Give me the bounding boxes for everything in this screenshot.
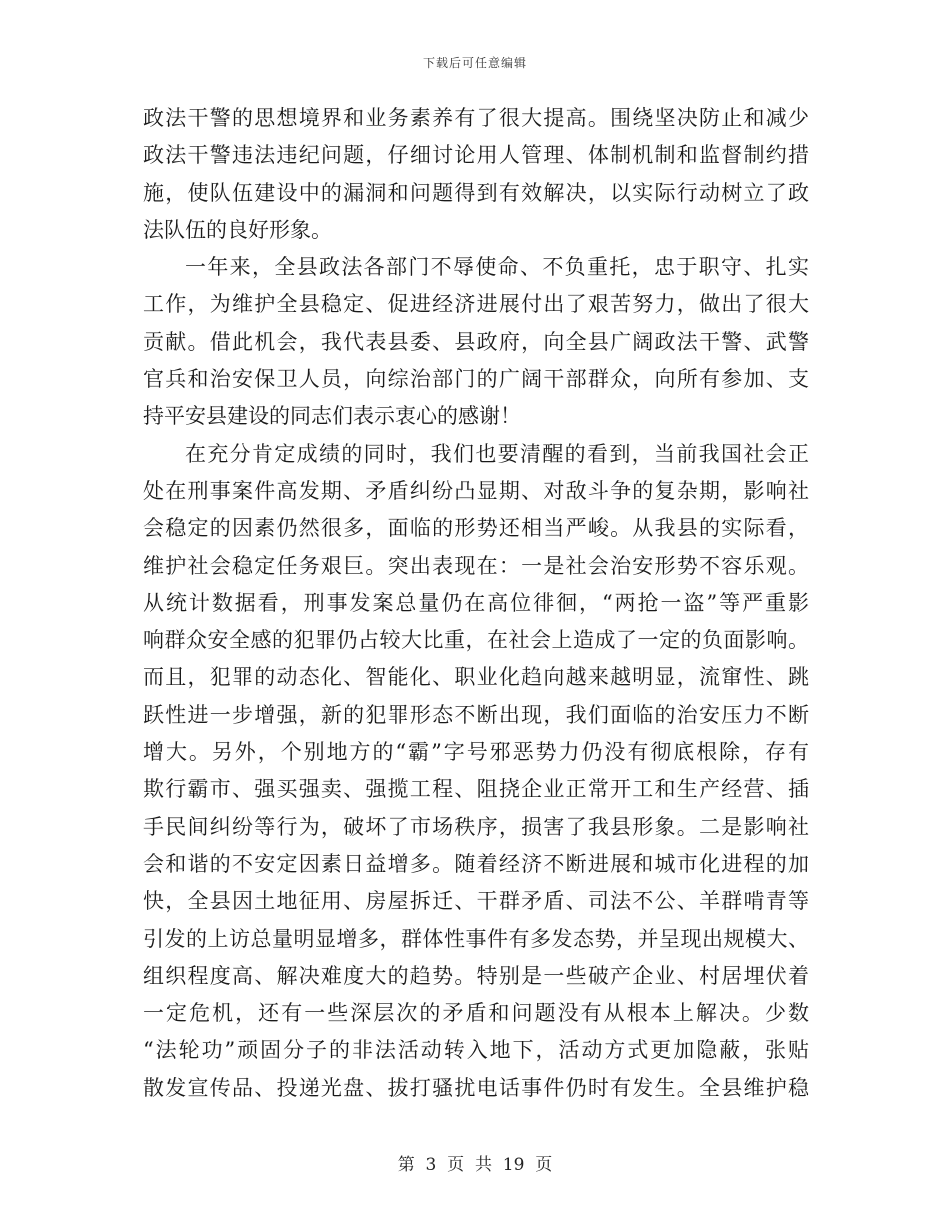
- text-line: 政法干警的思想境界和业务素养有了很大提高。围绕坚决防止和减少: [143, 106, 809, 130]
- text-line: 响群众安全感的犯罪仍占较大比重，在社会上造成了一定的负面影响。: [143, 628, 809, 653]
- text-line: 而且，犯罪的动态化、智能化、职业化趋向越来越明显，流窜性、跳: [143, 665, 809, 690]
- text-line: “法轮功”顽固分子的非法活动转入地下，活动方式更加隐蔽，张贴: [143, 1038, 809, 1063]
- text-line: 散发宣传品、投递光盘、拔打骚扰电话事件仍时有发生。全县维护稳: [143, 1075, 809, 1100]
- text-line: 组织程度高、解决难度大的趋势。特别是一些破产企业、村居埋伏着: [143, 963, 809, 988]
- text-line: 引发的上访总量明显增多，群体性事件有多发态势，并呈现出规模大、: [143, 926, 809, 951]
- text-line: 施，使队伍建设中的漏洞和问题得到有效解决，以实际行动树立了政: [143, 180, 809, 205]
- text-line: 贡献。借此机会，我代表县委、县政府，向全县广阔政法干警、武警: [143, 329, 809, 354]
- text-line: 政法干警违法违纪问题，仔细讨论用人管理、体制机制和监督制约措: [143, 143, 809, 168]
- text-line: 一定危机，还有一些深层次的矛盾和问题没有从根本上解决。少数: [143, 1001, 809, 1026]
- text-line: 维护社会稳定任务艰巨。突出表现在：一是社会治安形势不容乐观。: [143, 553, 809, 578]
- text-line: 法队伍的良好形象。: [143, 217, 332, 242]
- header-note: 下载后可任意编辑: [422, 56, 527, 70]
- text-line: 跃性进一步增强，新的犯罪形态不断出现，我们面临的治安压力不断: [143, 702, 809, 727]
- text-line: 工作，为维护全县稳定、促进经济进展付出了艰苦努力，做出了很大: [143, 292, 809, 317]
- text-line: 会和谐的不安定因素日益增多。随着经济不断进展和城市化进程的加: [143, 851, 809, 876]
- page-number: 第 3 页 共 19 页: [397, 1155, 553, 1175]
- text-line: 处在刑事案件高发期、矛盾纠纷凸显期、对敌斗争的复杂期，影响社: [143, 478, 809, 503]
- text-line: 增大。另外，个别地方的“霸”字号邪恶势力仍没有彻底根除，存有: [143, 740, 809, 765]
- text-line: 从统计数据看，刑事发案总量仍在高位徘徊，“两抢一盗”等严重影: [143, 590, 809, 615]
- text-line: 一年来，全县政法各部门不辱使命、不负重托，忠于职守、扎实: [185, 255, 809, 280]
- text-line: 会稳定的因素仍然很多，面临的形势还相当严峻。从我县的实际看，: [143, 516, 809, 541]
- text-line: 快，全县因土地征用、房屋拆迁、干群矛盾、司法不公、羊群啃青等: [143, 889, 809, 914]
- text-line: 官兵和治安保卫人员，向综治部门的广阔干部群众，向所有参加、支: [143, 367, 809, 392]
- document-body: [143, 100, 809, 1107]
- text-line: 手民间纠纷等行为，破坏了市场秩序，损害了我县形象。二是影响社: [143, 814, 809, 839]
- text-line: 欺行霸市、强买强卖、强揽工程、阻挠企业正常开工和生产经营、插: [143, 777, 809, 802]
- text-line: 持平安县建设的同志们表示衷心的感谢！: [143, 404, 521, 429]
- text-line: 在充分肯定成绩的同时，我们也要清醒的看到，当前我国社会正: [185, 441, 809, 466]
